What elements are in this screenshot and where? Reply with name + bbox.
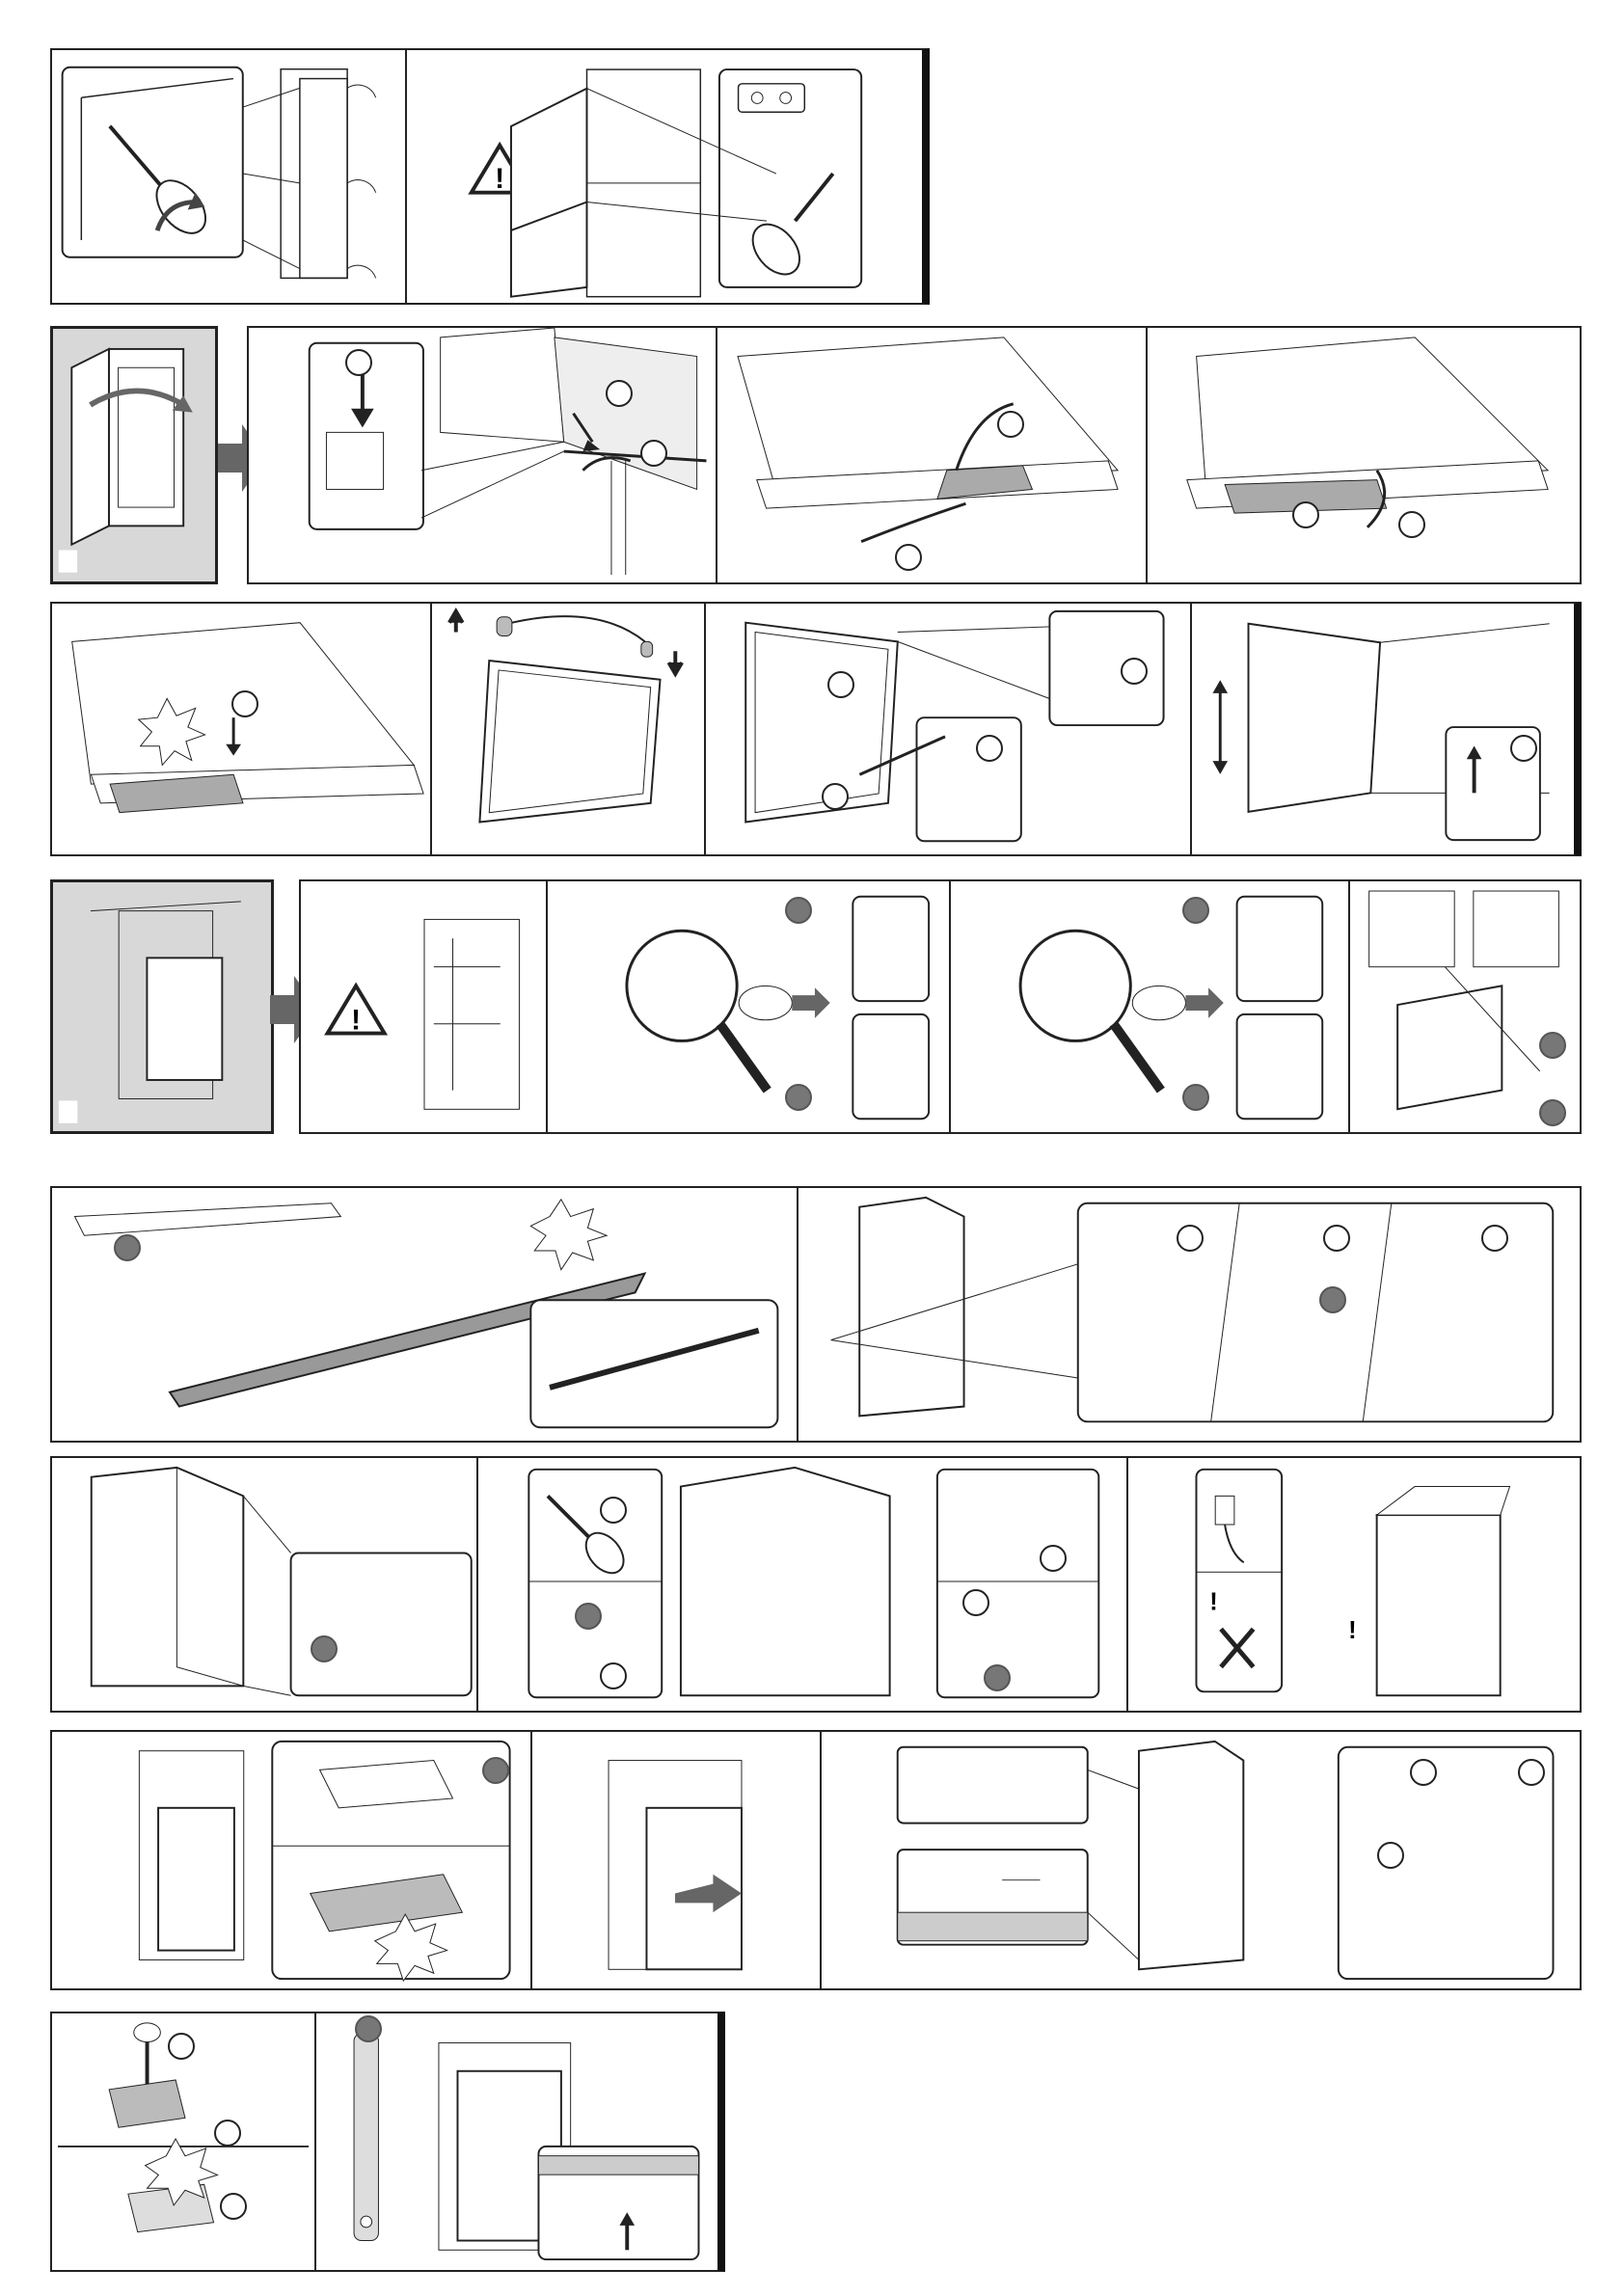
illustration-cover-click (52, 604, 430, 854)
step-panel-gap-check (820, 1730, 1582, 1990)
illustration-top-fixing (478, 1458, 1126, 1711)
exclamation-icon: ! (1209, 1588, 1218, 1616)
illustration-door-warning (407, 50, 922, 303)
step-marker (345, 349, 372, 376)
step-marker (976, 735, 1003, 762)
step-marker (895, 544, 922, 571)
step-marker (1292, 501, 1319, 528)
step-marker (600, 1662, 627, 1689)
step-marker (1398, 511, 1425, 538)
step-panel-final-check (314, 2012, 725, 2272)
step-panel-unit-side (50, 1456, 478, 1713)
step-marker (1518, 1759, 1545, 1786)
step-marker (575, 1603, 602, 1630)
step-panel-cover-click (50, 602, 432, 856)
step-marker (168, 2033, 195, 2060)
illustration-niche-dimensions (301, 881, 546, 1132)
step-panel-push-in (530, 1730, 822, 1990)
step-panel-cover-cap (50, 2012, 316, 2272)
step-panel-door-reversal-overview (50, 326, 218, 584)
illustration-cover-slide (1148, 328, 1580, 582)
step-marker (1319, 1286, 1346, 1313)
step-panel-pin-transfer (430, 602, 706, 856)
step-marker (1121, 658, 1148, 685)
step-marker (1539, 1032, 1566, 1059)
step-marker (600, 1497, 627, 1524)
step-marker (822, 783, 849, 810)
step-panel-door-warning (405, 48, 930, 305)
illustration-final-check (316, 2013, 717, 2270)
illustration-pin-transfer (432, 604, 704, 854)
step-panel-door-mount (704, 602, 1192, 856)
step-panel-door-hinge-detail (247, 326, 717, 584)
svg-text:!: ! (495, 162, 505, 195)
step-marker (1539, 1099, 1566, 1126)
illustration-mounting-rail (52, 1188, 797, 1441)
illustration-door-reversal (53, 329, 215, 581)
step-panel-magnify-left (546, 879, 951, 1134)
step-marker (962, 1589, 989, 1616)
illustration-magnify-right (951, 881, 1348, 1132)
step-marker (785, 1084, 812, 1111)
step-marker (1481, 1225, 1508, 1252)
step-marker (114, 1234, 141, 1261)
illustration-niche-overview (53, 882, 271, 1131)
illustration-unit-side (52, 1458, 476, 1711)
step-panel-hinge-screws (797, 1186, 1582, 1443)
illustration-hinge-fit (1350, 881, 1580, 1132)
step-marker (640, 440, 667, 467)
step-marker (1177, 1225, 1204, 1252)
illustration-door-lift-cover (717, 328, 1146, 582)
step-marker (220, 2193, 247, 2220)
illustration-push-in (532, 1732, 820, 1988)
step-marker (1323, 1225, 1350, 1252)
step-marker (1510, 735, 1537, 762)
step-marker (984, 1664, 1011, 1691)
illustration-door-mount (706, 604, 1190, 854)
step-panel-niche-overview (50, 879, 274, 1134)
starburst-click-icon (530, 1200, 607, 1270)
step-marker (1182, 897, 1209, 924)
step-marker (785, 897, 812, 924)
step-marker (1410, 1759, 1437, 1786)
step-panel-door-lift-cover (716, 326, 1148, 584)
step-marker (482, 1757, 509, 1784)
step-panel-hinge-fit (1348, 879, 1582, 1134)
exclamation-icon: ! (1348, 1617, 1357, 1645)
step-marker (311, 1635, 338, 1662)
step-marker (827, 671, 854, 698)
step-panel-door-align (1190, 602, 1582, 856)
step-marker (231, 690, 258, 717)
step-marker (1182, 1084, 1209, 1111)
step-panel-hinge-screw (50, 48, 407, 305)
illustration-gap-check (822, 1732, 1580, 1988)
step-panel-niche-dimensions (299, 879, 548, 1134)
illustration-magnify-left (548, 881, 949, 1132)
step-panel-magnify-right (949, 879, 1350, 1134)
illustration-door-align (1192, 604, 1574, 854)
warning-triangle-icon (328, 986, 385, 1036)
step-panel-bottom-bracket (50, 1730, 532, 1990)
step-marker (355, 2015, 382, 2042)
svg-text:!: ! (351, 1004, 362, 1037)
step-panel-top-fixing (476, 1456, 1128, 1713)
step-marker (606, 380, 633, 407)
step-marker (214, 2120, 241, 2147)
step-marker (997, 411, 1024, 438)
step-marker (1040, 1545, 1067, 1572)
step-panel-mounting-rail (50, 1186, 798, 1443)
step-panel-cover-slide (1146, 326, 1582, 584)
step-marker (1377, 1842, 1404, 1869)
step-panel-power (1126, 1456, 1582, 1713)
illustration-power (1128, 1458, 1580, 1711)
illustration-bottom-bracket (52, 1732, 530, 1988)
illustration-hinge-screw (52, 50, 405, 303)
screwdriver-icon (134, 2023, 161, 2090)
